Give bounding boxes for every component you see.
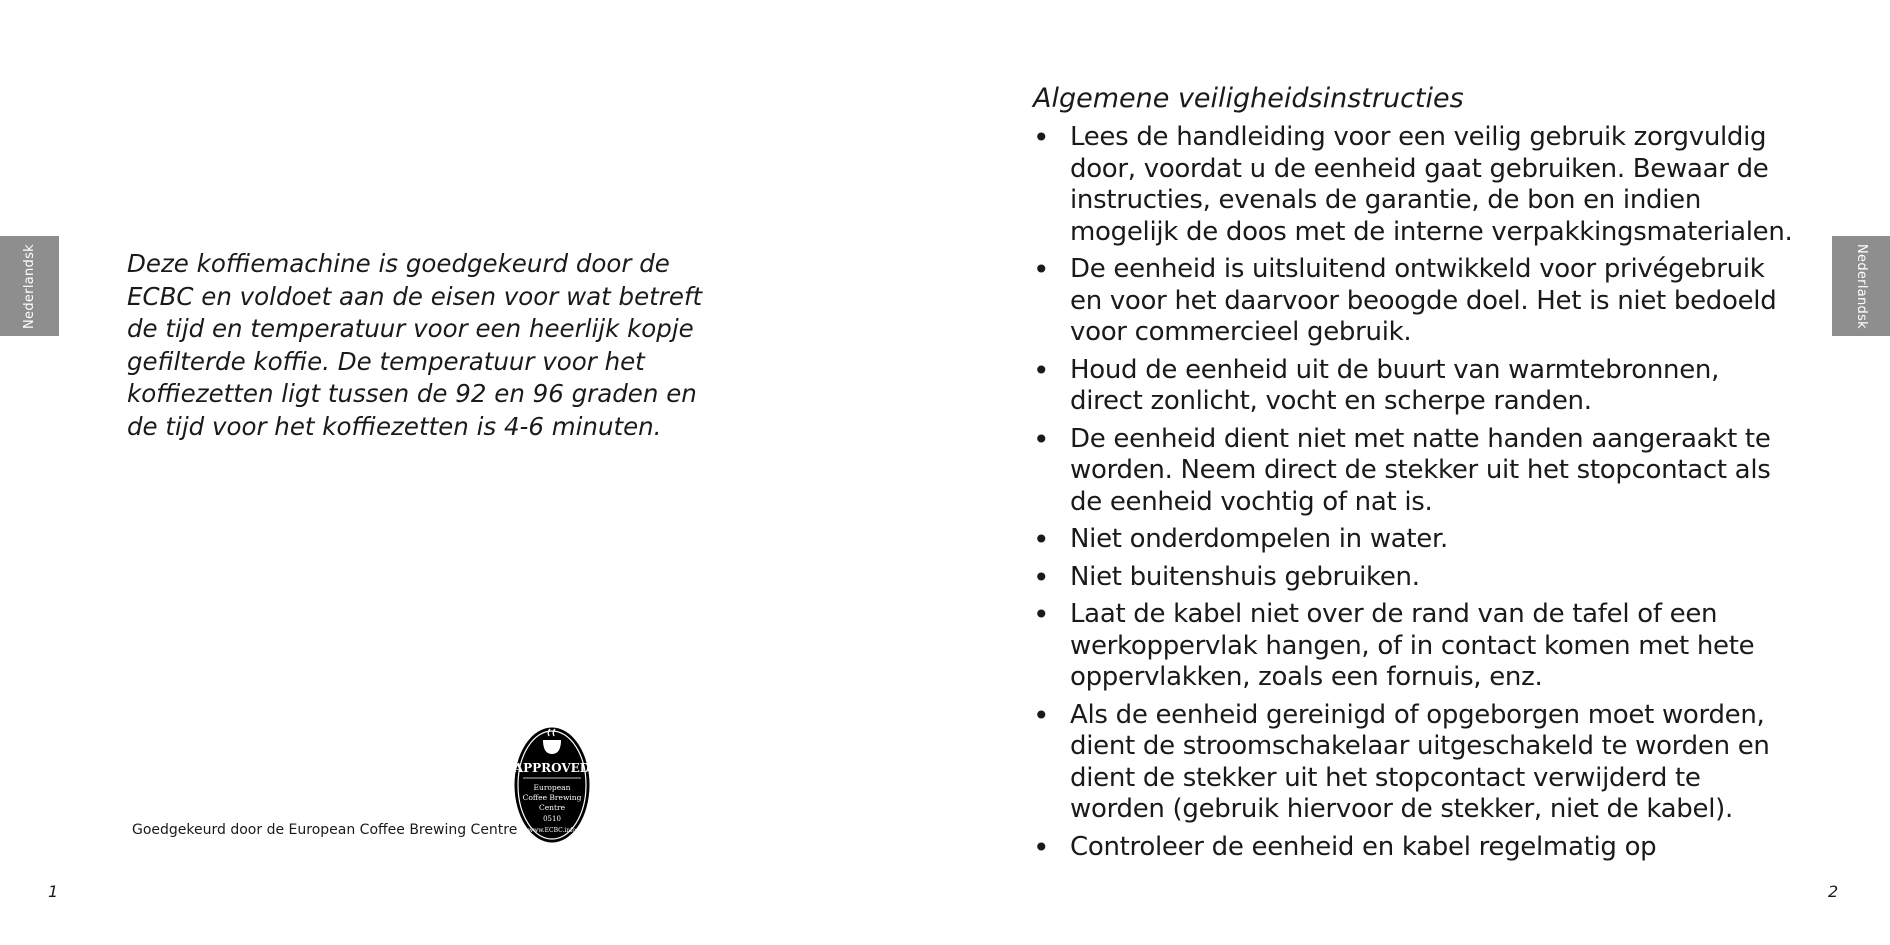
safety-instructions-list: [1033, 122, 1793, 869]
page-number-left: 1: [48, 882, 59, 901]
list-item: • Controleer de eenheid en kabel regelmatig op: [1033, 832, 1793, 864]
list-item: • De eenheid dient niet met natte handen aangeraakt te worden. Neem direct de stekker uit het stopcontact als de eenheid vochtig of nat is.: [1033, 424, 1793, 519]
seal-line-3: Centre: [538, 803, 566, 812]
seal-url: www.ECBC.info: [528, 827, 576, 834]
right-page: [945, 0, 1890, 945]
list-item: • Niet onderdompelen in water.: [1033, 524, 1793, 556]
list-item: • Houd de eenheid uit de buurt van warmtebronnen, direct zonlicht, vocht en scherpe randen.: [1033, 355, 1793, 418]
seal-line-1: European: [533, 783, 571, 792]
ecbc-approved-seal-icon: [513, 726, 591, 844]
list-item: • Niet buitenshuis gebruiken.: [1033, 562, 1793, 594]
language-tab-label: Nederlandsk: [1854, 243, 1869, 329]
list-item: • Als de eenheid gereinigd of opgeborgen moet worden, dient de stroomschakelaar uitgeschakeld te worden en dient de stekker uit het stopcontact verwijderd te worden (gebruik hiervoor de stekker, niet de kabel).: [1033, 700, 1793, 826]
approval-caption: Goedgekeurd door de European Coffee Brewing Centre: [132, 822, 518, 838]
seal-line-2: Coffee Brewing: [522, 793, 582, 802]
list-item: • De eenheid is uitsluitend ontwikkeld voor privégebruik en voor het daarvoor beoogde doel. Het is niet bedoeld voor commercieel gebruik.: [1033, 254, 1793, 349]
section-title: Algemene veiligheidsinstructies: [1033, 83, 1464, 114]
seal-title: APPROVED: [513, 761, 591, 775]
list-item: • Lees de handleiding voor een veilig gebruik zorgvuldig door, voordat u de eenheid gaat gebruiken. Bewaar de instructies, evenals de garantie, de bon en indien mogelijk de doos met de interne verpakkingsmaterialen.: [1033, 122, 1793, 248]
language-tab-label: Nederlandsk: [22, 243, 37, 329]
seal-code: 0510: [543, 815, 561, 823]
page-number-right: 2: [1828, 882, 1839, 901]
language-tab-right: [1832, 236, 1890, 336]
intro-paragraph: Deze koffiemachine is goedgekeurd door de ECBC en voldoet aan de eisen voor wat betreft de tijd en temperatuur voor een heerlijk kopje gefilterde koffie. De temperatuur voor het koffiezetten ligt tussen de 92 en 96 graden en de tijd voor het koffiezetten is 4-6 minuten.: [127, 249, 703, 441]
list-item: • Laat de kabel niet over de rand van de tafel of een werkoppervlak hangen, of in contact komen met hete oppervlakken, zoals een fornuis, enz.: [1033, 599, 1793, 694]
language-tab-left: [0, 236, 59, 336]
